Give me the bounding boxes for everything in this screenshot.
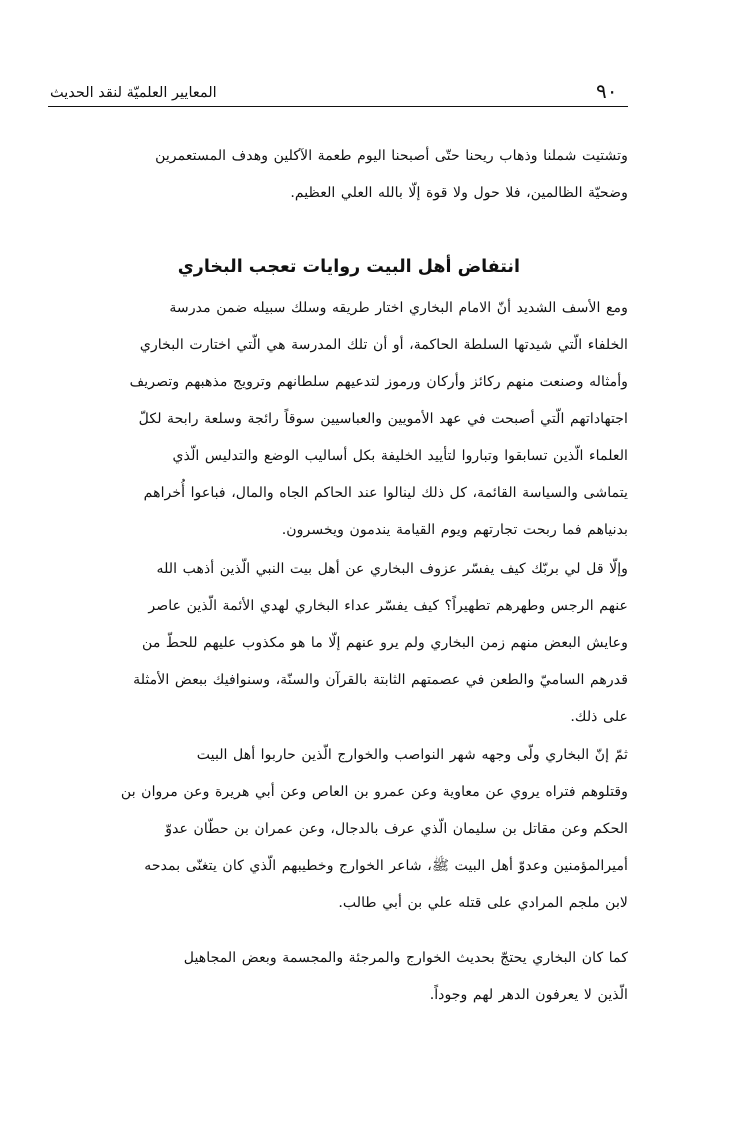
text-line: العلماء الّذين تسابقوا وتباروا لتأييد الخليفة بكل أساليب الوضع والتدليس الّذي	[172, 448, 628, 464]
text-line: وقتلوهم فتراه يروي عن معاوية وعن عمرو بن العاص وعن أبي هريرة وعن مروان بن	[120, 784, 628, 800]
text-line: يتماشى والسياسة القائمة، كل ذلك لينالوا عند الحاكم الجاه والمال، فباعوا أُخراهم	[143, 485, 628, 501]
page-number: ٩٠	[596, 79, 618, 103]
text-line: قدرهم الساميّ والطعن في عصمتهم الثابتة بالقرآن والسنّة، وسنوافيك ببعض الأمثلة	[133, 672, 628, 688]
text-line: أميرالمؤمنين وعدوّ أهل البيت ﷺ، شاعر الخوارج وخطيبهم الّذي كان يتغنّى بمدحه	[144, 858, 628, 874]
paragraph	[50, 551, 628, 736]
text-line: وعايش البعض منهم زمن البخاري ولم يرو عنهم إلّا ما هو مكذوب عليهم للحطّ من	[142, 635, 628, 651]
text-line: الّذين لا يعرفون الدهر لهم وجوداً.	[429, 987, 628, 1003]
text-line: لابن ملجم المرادي على قتله علي بن أبي طالب.	[338, 895, 628, 911]
paragraph	[50, 290, 628, 549]
text-line: كما كان البخاري يحتجّ بحديث الخوارج والمرجئة والمجسمة وبعض المجاهيل	[183, 950, 628, 966]
text-line: وأمثاله وصنعت منهم ركائز وأركان ورموز لتدعيهم سلطانهم وترويج مذهبهم وتصريف	[129, 374, 628, 390]
text-line: الحكم وعن مقاتل بن سليمان الّذي عرف بالدجال، وعن عمران بن حطّان عدوّ	[165, 821, 628, 837]
intro-paragraph	[50, 138, 628, 212]
text-line: على ذلك.	[570, 709, 628, 725]
running-title: المعايير العلميّة لنقد الحديث	[50, 85, 217, 101]
text-line: عنهم الرجس وطهرهم تطهيراً؟ كيف يفسّر عداء البخاري لهدي الأئمة الّذين عاصر	[148, 598, 628, 614]
text-line: بدنياهم فما ربحت تجارتهم ويوم القيامة يندمون ويخسرون.	[281, 522, 628, 538]
text-line: وضحيّة الظالمين، فلا حول ولا قوة إلّا بالله العلي العظيم.	[290, 185, 628, 201]
section-heading: انتفاض أهل البيت روايات تعجب البخاري	[177, 257, 520, 277]
text-line: ومع الأسف الشديد أنّ الامام البخاري اختار طريقه وسلك سبيله ضمن مدرسة	[169, 300, 628, 316]
text-line: اجتهاداتهم الّتي أصبحت في عهد الأمويين والعباسيين سوقاً رائجة وسلعة رابحة لكلّ	[138, 411, 628, 427]
text-line: الخلفاء الّتي شيدتها السلطة الحاكمة، أو أن تلك المدرسة هي الّتي اختارت البخاري	[139, 337, 628, 353]
text-line: وإلّا قل لي بربّك كيف يفسّر عزوف البخاري عن أهل بيت النبي الّذين أذهب الله	[156, 561, 628, 577]
paragraph	[50, 737, 628, 922]
paragraph	[50, 940, 628, 1014]
text-line: ثمّ إنّ البخاري ولّى وجهه شهر النواصب والخوارج الّذين حاربوا أهل البيت	[196, 747, 628, 763]
text-line: وتشتيت شملنا وذهاب ريحنا حتّى أصبحنا اليوم طعمة الآكلين وهدف المستعمرين	[155, 148, 628, 164]
running-header	[48, 78, 628, 107]
